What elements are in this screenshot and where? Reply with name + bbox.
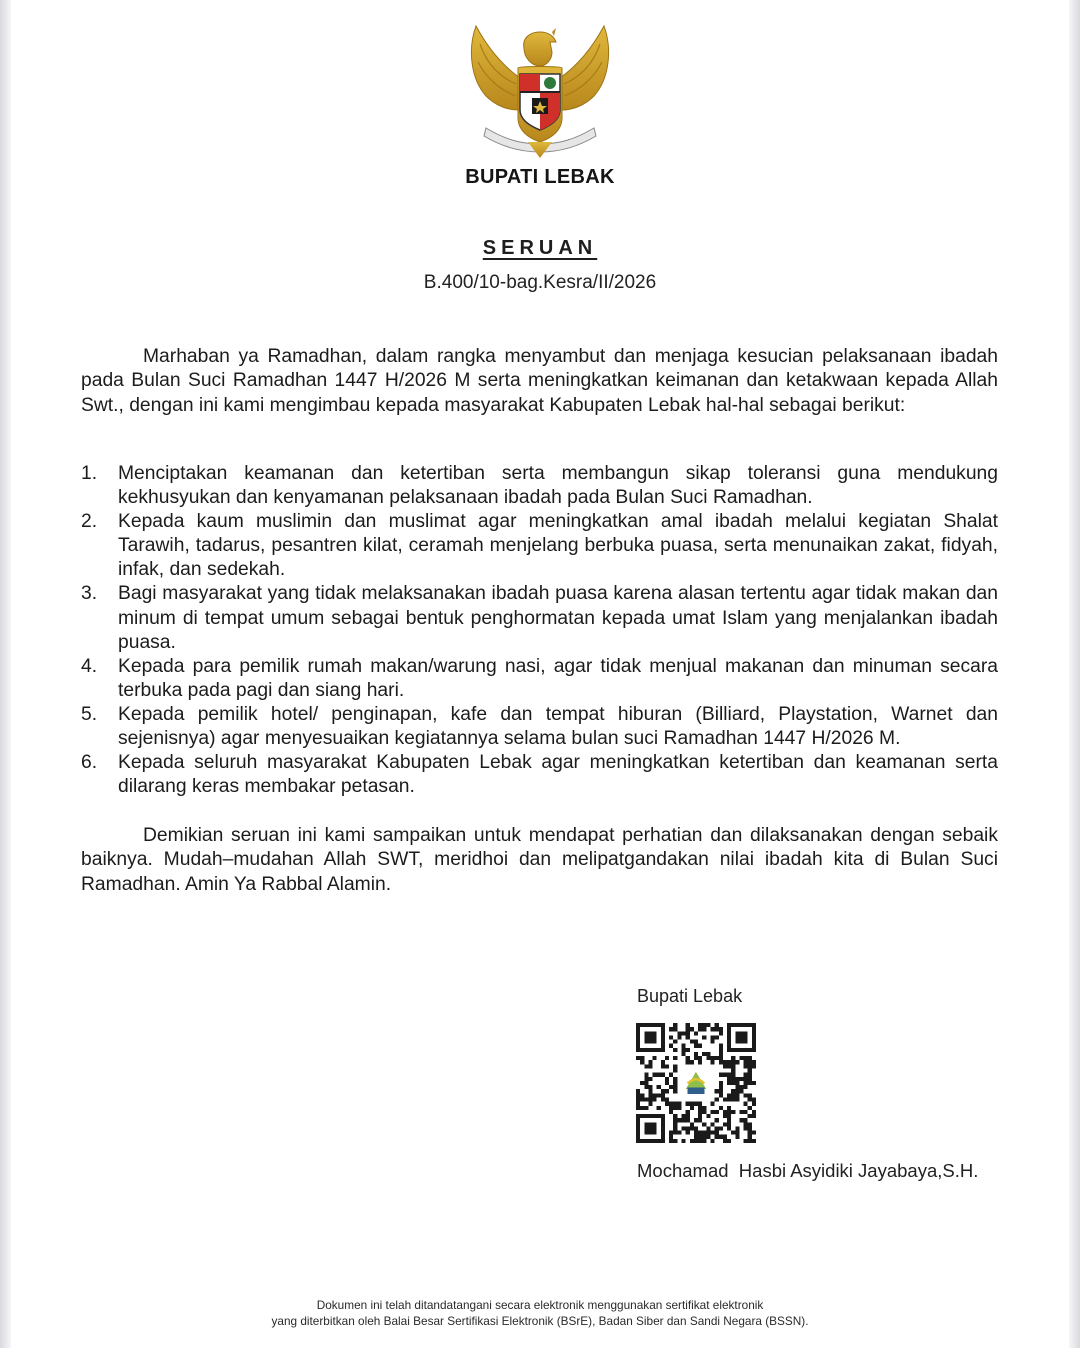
list-item-text: Kepada para pemilik rumah makan/warung nasi, agar tidak menjual makanan dan minuman secara terbuka pada pagi dan siang hari. xyxy=(118,655,998,701)
list-item-number: 3. xyxy=(81,583,98,605)
list-item xyxy=(81,462,998,510)
intro-text: Marhaban ya Ramadhan, dalam rangka menyambut dan menjaga kesucian pelaksanaan ibadah pada Bulan Suci Ramadhan 1447 H/2026 M serta meningkatkan keimanan dan ketakwaan kepada Allah Swt., dengan ini kami mengimbau kepada masyarakat Kabupaten Lebak hal-hal sebagai berikut: xyxy=(81,346,998,416)
list-item-number: 1. xyxy=(81,463,98,484)
list-item xyxy=(81,703,998,751)
intro-paragraph xyxy=(81,345,998,418)
list-item xyxy=(81,655,998,703)
garuda-emblem-icon xyxy=(466,18,614,160)
list-item xyxy=(81,582,998,654)
letterhead-office: BUPATI LEBAK xyxy=(465,166,615,188)
list-item-text: Kepada kaum muslimin dan muslimat agar meningkatkan amal ibadah melalui kegiatan Shalat Tarawih, tadarus, pesantren kilat, ceramah menjelang berbuka puasa, serta menunaikan zakat, fidyah, infak, dan sedekah. xyxy=(118,511,998,581)
closing-text: Demikian seruan ini kami sampaikan untuk mendapat perhatian dan dilaksanakan dengan sebaik baiknya. Mudah–mudahan Allah SWT, meridhoi dan melipatgandakan nilai ibadah kita di Bulan Suci Ramadhan. Amin Ya Rabbal Alamin. xyxy=(81,825,998,895)
disclaimer-line-2: yang diterbitkan oleh Balai Besar Sertifikasi Elektronik (BSrE), Badan Siber dan Sandi Negara (BSSN). xyxy=(271,1314,809,1328)
appeal-list xyxy=(81,462,998,799)
list-item-text: Kepada seluruh masyarakat Kabupaten Lebak agar meningkatkan ketertiban dan keamanan serta dilarang keras membakar petasan. xyxy=(118,752,998,798)
signatory-name: Mochamad Hasbi Asyidiki Jayabaya,S.H. xyxy=(637,1160,979,1181)
page-edge-left xyxy=(0,0,11,1348)
closing-paragraph xyxy=(81,824,998,897)
document-title: SERUAN xyxy=(482,237,598,259)
e-signature-disclaimer xyxy=(0,1297,1080,1329)
list-item-number: 4. xyxy=(81,655,98,677)
list-item-number: 2. xyxy=(81,511,98,533)
list-item-number: 5. xyxy=(81,703,98,725)
list-item-text: Menciptakan keamanan dan ketertiban serta membangun sikap toleransi guna mendukung kekhusyukan dan kenyamanan pelaksanaan ibadah pada Bulan Suci Ramadhan. xyxy=(118,463,998,509)
list-item-number: 6. xyxy=(81,752,98,774)
page-edge-right xyxy=(1069,0,1080,1348)
list-item-text: Bagi masyarakat yang tidak melaksanakan ibadah puasa karena alasan tertentu agar tidak makan dan minum di tempat umum sebagai bentuk penghormatan kepada umat Islam yang menjalankan ibadah puasa. xyxy=(118,583,998,653)
disclaimer-line-1: Dokumen ini telah ditandatangani secara elektronik menggunakan sertifikat elektronik xyxy=(316,1298,764,1312)
list-item-text: Kepada pemilik hotel/ penginapan, kafe dan tempat hiburan (Billiard, Playstation, Warnet dan sejenisnya) agar menyesuaikan kegiatannya selama bulan suci Ramadhan 1447 H/2026 M. xyxy=(118,703,998,750)
qr-code-icon xyxy=(636,1023,756,1143)
signatory-title: Bupati Lebak xyxy=(637,986,743,1006)
reference-number: B.400/10-bag.Kesra/II/2026 xyxy=(423,272,657,293)
list-item xyxy=(81,510,998,582)
list-item xyxy=(81,751,998,799)
